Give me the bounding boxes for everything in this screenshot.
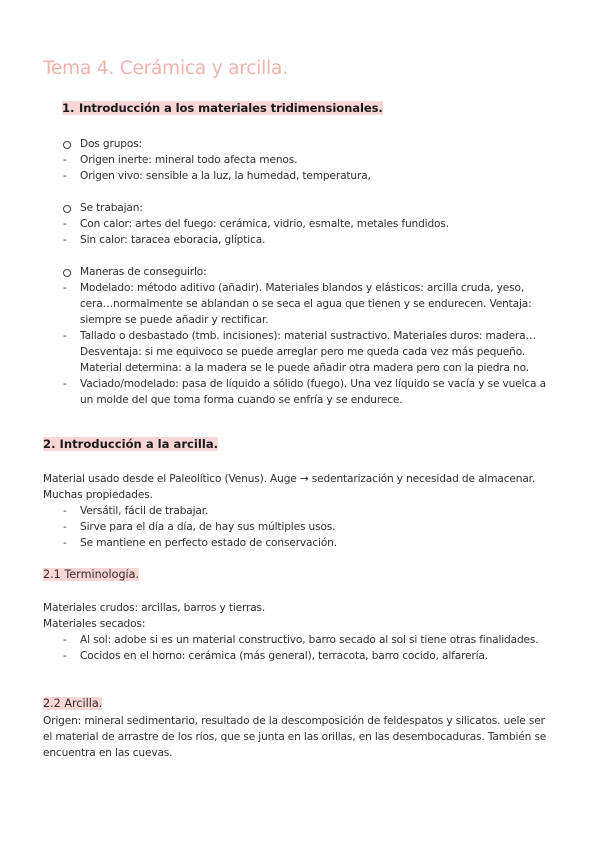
circle-bullet-icon (63, 141, 71, 149)
circle-bullet-icon (63, 269, 71, 277)
terminology-line: Materiales secados: (43, 618, 146, 630)
property-item: Sirve para el día a día, de hay sus múltiples usos. (80, 521, 336, 533)
property-item: Se mantiene en perfecto estado de conservación. (80, 537, 337, 549)
group3-modelado-line3: siempre se puede añadir y rectificar. (80, 314, 269, 326)
dash-bullet: - (63, 330, 67, 342)
group3-vaciado-line2: un molde del que toma forma cuando se enfría y se endurece. (80, 394, 403, 406)
group1-item-inert: Origen inerte: mineral todo afecta menos. (80, 154, 298, 166)
group3-tallado-line1: Tallado o desbastado (tmb. incisiones): material sustractivo. Materiales duros: madera… (80, 330, 536, 342)
dash-bullet: - (63, 537, 67, 549)
dash-bullet: - (63, 282, 67, 294)
arcilla-paragraph-line3: encuentra en las cuevas. (43, 747, 173, 759)
section-2-intro-line1: Material usado desde el Paleolítico (Venus). Auge → sedentarización y necesidad de almacenar. (43, 473, 536, 485)
dash-bullet: - (63, 521, 67, 533)
dash-bullet: - (63, 154, 67, 166)
section-2-heading: 2. Introducción a la arcilla. (43, 437, 219, 451)
terminology-item-kiln: Cocidos en el horno: cerámica (más general), terracota, barro cocido, alfarería. (80, 650, 488, 662)
group1-heading: Dos grupos: (80, 138, 142, 150)
group3-modelado-line2: cera…normalmente se ablandan o se seca el agua que tienen y se endurecen. Ventaja: (80, 298, 532, 310)
group3-tallado-line2: Desventaja: si me equivoco se puede arreglar pero me queda cada vez más pequeño. (80, 346, 526, 358)
property-item: Versátil, fácil de trabajar. (80, 505, 209, 517)
dash-bullet: - (63, 650, 67, 662)
terminology-item-sun: Al sol: adobe si es un material constructivo, barro secado al sol si tiene otras finalidades. (80, 634, 539, 646)
section-1-number: 1. (62, 101, 75, 115)
group3-heading: Maneras de conseguirlo: (80, 266, 207, 278)
section-1-heading-text: Introducción a los materiales tridimensionales. (79, 101, 383, 115)
dash-bullet: - (63, 170, 67, 182)
group1-item-living: Origen vivo: sensible a la luz, la humedad, temperatura, (80, 170, 371, 182)
section-2-intro-line2: Muchas propiedades. (43, 489, 153, 501)
page-title: Tema 4. Cerámica y arcilla. (43, 58, 288, 79)
terminology-line: Materiales crudos: arcillas, barros y tierras. (43, 602, 266, 614)
subsection-terminology-heading: 2.1 Terminología. (43, 568, 140, 581)
arcilla-paragraph-line1: Origen: mineral sedimentario, resultado de la descomposición de feldespatos y silicatos. uele ser (43, 715, 545, 727)
circle-bullet-icon (63, 205, 71, 213)
group2-item-noheat: Sin calor: taracea eboracia, glíptica. (80, 234, 266, 246)
dash-bullet: - (63, 505, 67, 517)
dash-bullet: - (63, 378, 67, 390)
dash-bullet: - (63, 234, 67, 246)
section-1-heading (62, 101, 383, 115)
group2-heading: Se trabajan: (80, 202, 143, 214)
group3-tallado-line3: Material determina: a la madera se le puede añadir otra madera pero con la piedra no. (80, 362, 529, 374)
arcilla-paragraph-line2: el material de arrastre de los ríos, que se junta en las orillas, en las desembocaduras. También se (43, 731, 547, 743)
group3-vaciado-line1: Vaciado/modelado: pasa de líquido a sólido (fuego). Una vez líquido se vacía y se vuelca a (80, 378, 546, 390)
group2-item-heat: Con calor: artes del fuego: cerámica, vidrio, esmalte, metales fundidos. (80, 218, 449, 230)
dash-bullet: - (63, 218, 67, 230)
group3-modelado-line1: Modelado: método aditivo (añadir). Materiales blandos y elásticos: arcilla cruda, yeso, (80, 282, 525, 294)
dash-bullet: - (63, 634, 67, 646)
subsection-arcilla-heading: 2.2 Arcilla. (43, 697, 103, 710)
